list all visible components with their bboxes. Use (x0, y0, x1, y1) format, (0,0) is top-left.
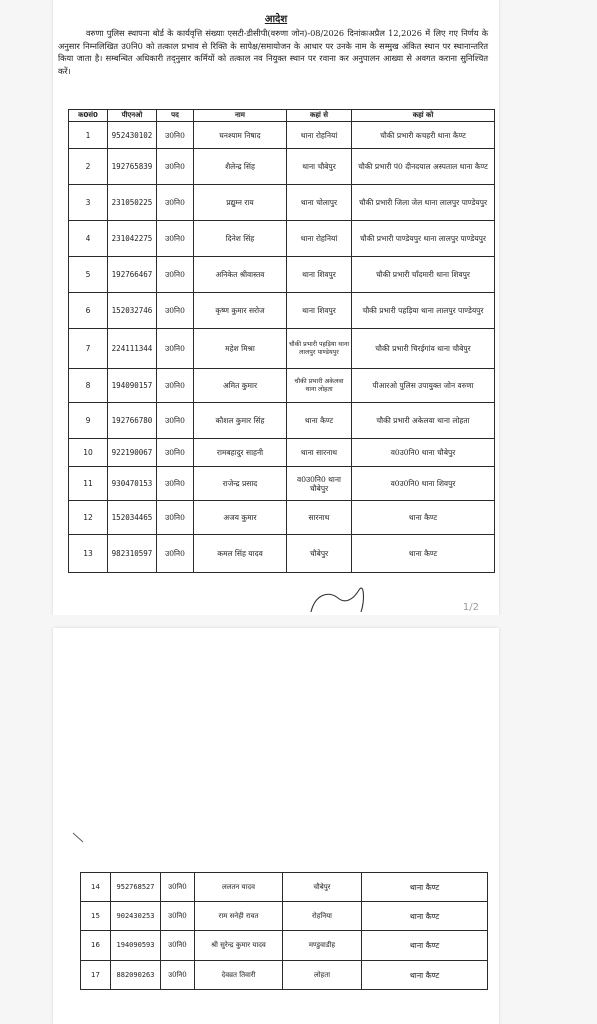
cell-rank: उ0नि0 (161, 873, 195, 902)
cell-pno: 152032746 (108, 293, 157, 329)
cell-name: ललतन यादव (195, 873, 283, 902)
cell-pno: 192765839 (108, 149, 157, 185)
cell-serial: 5 (69, 257, 108, 293)
table-row (69, 293, 495, 329)
cell-rank: उ0नि0 (157, 185, 194, 221)
document-page-2 (53, 628, 499, 1024)
table-row (81, 873, 488, 902)
header-name: नाम (194, 110, 287, 122)
cell-pno: 982310597 (108, 535, 157, 573)
cell-to: चौकी प्रभारी पं0 दीनदयाल अस्पताल थाना कैण्ट (352, 149, 495, 185)
cell-serial: 12 (69, 501, 108, 535)
cell-to: व0उ0नि0 थाना चौबेपुर (352, 439, 495, 467)
cell-rank: उ0नि0 (157, 467, 194, 501)
cell-rank: उ0नि0 (157, 329, 194, 369)
cell-pno: 194090157 (108, 369, 157, 403)
cell-to: चौकी प्रभारी पाण्डेयपुर थाना लालपुर पाण्डेयपुर (352, 221, 495, 257)
cell-serial: 16 (81, 931, 111, 961)
cell-from: रोहनिया (283, 902, 362, 931)
cell-rank: उ0नि0 (157, 369, 194, 403)
table-row (81, 961, 488, 990)
table-row (69, 467, 495, 501)
transfer-table-continued (80, 872, 488, 990)
order-title: आदेश (264, 14, 288, 25)
cell-name: कौशल कुमार सिंह (194, 403, 287, 439)
table-row (81, 902, 488, 931)
header-rank: पद (157, 110, 194, 122)
cell-from: चौकी प्रभारी अकेलवा थाना लोहता (287, 369, 352, 403)
cell-from: थाना सारनाथ (287, 439, 352, 467)
cell-from: थाना शिवपुर (287, 293, 352, 329)
cell-name: राजेन्द्र प्रसाद (194, 467, 287, 501)
cell-pno: 952768527 (111, 873, 161, 902)
cell-from: सारनाथ (287, 501, 352, 535)
table-row (81, 931, 488, 961)
cell-name: दिनेश सिंह (194, 221, 287, 257)
cell-from: थाना रोहनियां (287, 122, 352, 149)
cell-serial: 13 (69, 535, 108, 573)
cell-serial: 10 (69, 439, 108, 467)
cell-from: थाना रोहनियां (287, 221, 352, 257)
cell-name: राम सनेही रावत (195, 902, 283, 931)
cell-name: रामबहादुर साहनी (194, 439, 287, 467)
cell-serial: 3 (69, 185, 108, 221)
cell-serial: 8 (69, 369, 108, 403)
cell-name: शैलेन्द्र सिंह (194, 149, 287, 185)
cell-rank: उ0नि0 (157, 221, 194, 257)
cell-to: व0उ0नि0 थाना शिवपुर (352, 467, 495, 501)
cell-from: चौबेपुर (287, 535, 352, 573)
cell-serial: 14 (81, 873, 111, 902)
table-row (69, 122, 495, 149)
cell-from: थाना चोलापुर (287, 185, 352, 221)
cell-from: थाना शिवपुर (287, 257, 352, 293)
table-row (69, 149, 495, 185)
cell-to: चौकी प्रभारी चाँदमारी थाना शिवपुर (352, 257, 495, 293)
cell-serial: 11 (69, 467, 108, 501)
cell-serial: 1 (69, 122, 108, 149)
header-to: कहां को (352, 110, 495, 122)
cell-serial: 17 (81, 961, 111, 990)
header-pno: पीएनओ (108, 110, 157, 122)
cell-from: चौबेपुर (283, 873, 362, 902)
cell-rank: उ0नि0 (157, 149, 194, 185)
transfer-table (68, 109, 495, 573)
cell-name: कृष्ण कुमार सरोज (194, 293, 287, 329)
cell-to: चौकी प्रभारी कचहरी थाना कैण्ट (352, 122, 495, 149)
cell-rank: उ0नि0 (161, 931, 195, 961)
cell-pno: 192766780 (108, 403, 157, 439)
cell-from: मण्डुवाडीह (283, 931, 362, 961)
cell-rank: उ0नि0 (161, 961, 195, 990)
table-row (69, 501, 495, 535)
header-serial: क0सं0 (69, 110, 108, 122)
cell-to: थाना कैण्ट (352, 501, 495, 535)
cell-pno: 192766467 (108, 257, 157, 293)
cell-pno: 224111344 (108, 329, 157, 369)
cell-name: देवव्रत तिवारी (195, 961, 283, 990)
cell-pno: 930470153 (108, 467, 157, 501)
table-row (69, 185, 495, 221)
table-row (69, 221, 495, 257)
cell-pno: 231042275 (108, 221, 157, 257)
cell-from: व0उ0नि0 थाना चौबेपुर (287, 467, 352, 501)
cell-to: चौकी प्रभारी जिला जेल थाना लालपुर पाण्डेयपुर (352, 185, 495, 221)
cell-pno: 922190067 (108, 439, 157, 467)
cell-to: चौकी प्रभारी चिरईगांव थाना चौबेपुर (352, 329, 495, 369)
cell-pno: 902430253 (111, 902, 161, 931)
order-intro-paragraph: वरुणा पुलिस स्थापना बोर्ड के कार्यवृत्ति संख्याः एसटी-डीसीपी(वरुणा जोन)-08/2026 दिनांकःअप्रैल 12,2026 में लिए गए निर्णय के अनुसार निम्नलिखित उ0नि0 को तत्काल प्रभाव से रिक्ति के सापेक्ष/समायोजन के आधार पर उनके नाम के सम्मुख अंकित स्थान पर स्थानान्तरित किया जाता है। सम्बन्धित अधिकारी तद्नुसार कर्मियों को तत्काल नव नियुक्त स्थान पर रवाना कर अनुपालन आख्या से अवगत कराना सुनिश्चित करें। (58, 28, 488, 76)
cell-serial: 9 (69, 403, 108, 439)
cell-pno: 882090263 (111, 961, 161, 990)
cell-rank: उ0नि0 (157, 257, 194, 293)
document-page-1 (53, 0, 499, 615)
header-from: कहां से (287, 110, 352, 122)
cell-name: अमित कुमार (194, 369, 287, 403)
cell-from: थाना चौबेपुर (287, 149, 352, 185)
cell-name: प्रद्युम्न राय (194, 185, 287, 221)
cell-pno: 194090593 (111, 931, 161, 961)
table-row (69, 369, 495, 403)
cell-serial: 4 (69, 221, 108, 257)
cell-from: लोहता (283, 961, 362, 990)
cell-pno: 952430102 (108, 122, 157, 149)
cell-pno: 231050225 (108, 185, 157, 221)
cell-serial: 15 (81, 902, 111, 931)
table-row (69, 329, 495, 369)
cell-to: थाना कैण्ट (362, 873, 488, 902)
cell-name: घनश्याम निषाद (194, 122, 287, 149)
cell-name: महेश मिश्रा (194, 329, 287, 369)
table-row (69, 403, 495, 439)
cell-rank: उ0नि0 (157, 403, 194, 439)
cell-name: कमल सिंह यादव (194, 535, 287, 573)
cell-rank: उ0नि0 (157, 293, 194, 329)
cell-rank: उ0नि0 (157, 122, 194, 149)
page-gap (0, 615, 597, 628)
table-row (69, 257, 495, 293)
table-row (69, 439, 495, 467)
cell-pno: 152034465 (108, 501, 157, 535)
cell-to: चौकी प्रभारी पहड़िया थाना लालपुर पाण्डेयपुर (352, 293, 495, 329)
table-header-row (69, 110, 495, 122)
cell-name: अनिकेत श्रीवास्तव (194, 257, 287, 293)
cell-serial: 6 (69, 293, 108, 329)
cell-to: थाना कैण्ट (362, 961, 488, 990)
cell-rank: उ0नि0 (161, 902, 195, 931)
cell-name: श्री सुरेन्द्र कुमार यादव (195, 931, 283, 961)
cell-from: थाना कैण्ट (287, 403, 352, 439)
cell-rank: उ0नि0 (157, 439, 194, 467)
page-number: 1/2 (462, 602, 479, 613)
cell-serial: 7 (69, 329, 108, 369)
cell-from: चौकी प्रभारी पहड़िया थाना लालपुर पाण्डेयपुर (287, 329, 352, 369)
cell-rank: उ0नि0 (157, 535, 194, 573)
table-row (69, 535, 495, 573)
cell-to: चौकी प्रभारी अकेलवा थाना लोहता (352, 403, 495, 439)
cell-to: थाना कैण्ट (362, 931, 488, 961)
cell-to: थाना कैण्ट (362, 902, 488, 931)
cell-to: पीआरओ पुलिस उपायुक्त जोन वरुणा (352, 369, 495, 403)
cell-name: अजय कुमार (194, 501, 287, 535)
cell-to: थाना कैण्ट (352, 535, 495, 573)
cell-serial: 2 (69, 149, 108, 185)
cell-rank: उ0नि0 (157, 501, 194, 535)
